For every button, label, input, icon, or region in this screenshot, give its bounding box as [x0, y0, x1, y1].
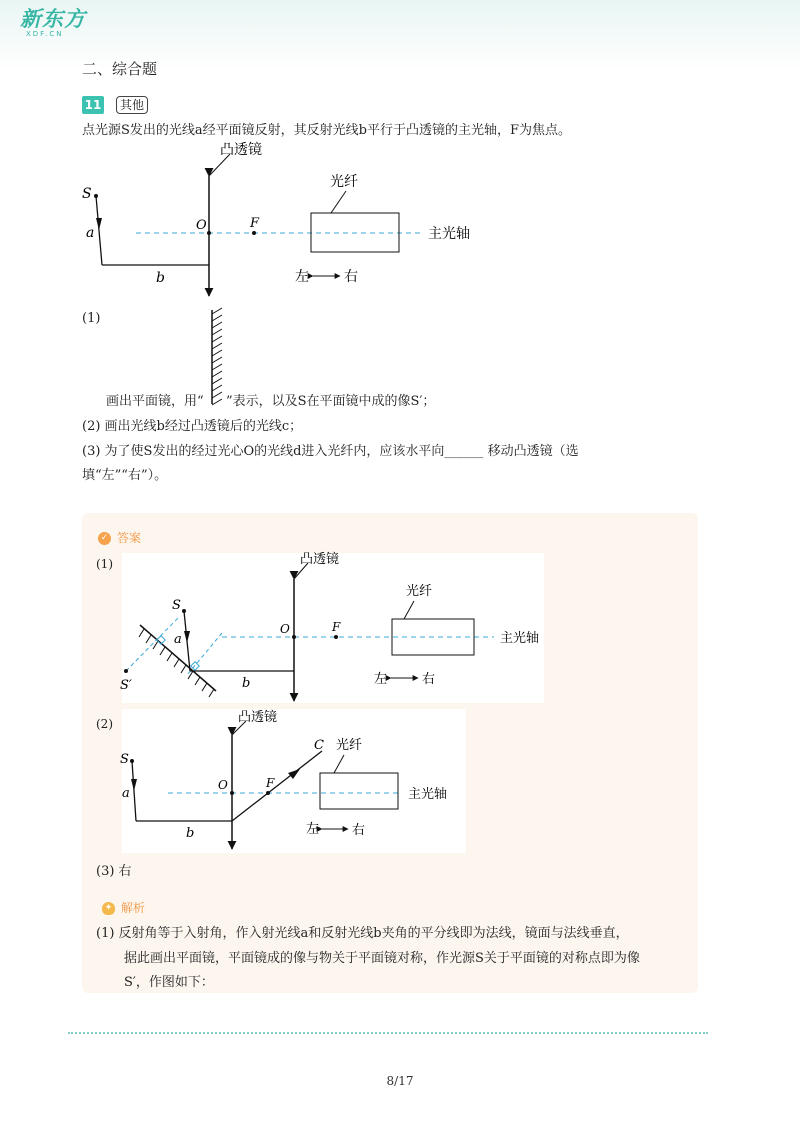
- answer-card: [82, 513, 698, 993]
- part1-text-after: ”表示，以及S在平面镜中成的像S′；: [226, 394, 436, 409]
- fiber-leader: [404, 601, 414, 619]
- answer-figure-2: [122, 709, 466, 853]
- ray-a-label: a: [86, 225, 95, 241]
- lightbulb-icon: ✦: [102, 902, 115, 915]
- answer-header-label: 答案: [117, 531, 142, 545]
- fiber-label: 光纤: [336, 738, 363, 753]
- F-label: F: [332, 620, 341, 634]
- F-dot: [266, 791, 270, 795]
- direction-right: 右: [344, 269, 358, 285]
- ray-a-arrow: [131, 779, 137, 791]
- mirror-symbol: [208, 308, 224, 406]
- question-stem: 点光源S发出的光线a经平面镜反射，其反射光线b平行于凸透镜的主光轴，F为焦点。: [82, 123, 571, 138]
- lens-label: 凸透镜: [220, 142, 262, 158]
- part2-text: (2) 画出光线b经过凸透镜后的光线c；: [82, 419, 303, 434]
- check-icon: ✓: [98, 532, 111, 545]
- optical-center-dot: [207, 231, 211, 235]
- logo-text: 新东方: [20, 7, 86, 31]
- normal-dash: [187, 633, 222, 675]
- ray-b-label: b: [156, 270, 165, 286]
- ray-b-label: b: [186, 826, 195, 841]
- answer-figure-2-svg: [122, 709, 466, 853]
- direction-right: 右: [352, 823, 366, 838]
- fiber-leader: [331, 191, 346, 213]
- O-label: O: [218, 778, 228, 792]
- page-number: 8/17: [386, 1074, 414, 1088]
- answer-header: [98, 529, 141, 546]
- ray-c-arrow: [288, 769, 300, 779]
- part3-text-line2: 填“左”“右”）。: [82, 468, 168, 483]
- axis-label: 主光轴: [428, 226, 470, 242]
- answer-part2-label: (2): [96, 717, 113, 731]
- ray-a-arrow: [184, 631, 190, 643]
- symmetry-dash: [126, 617, 179, 671]
- ray-a-label: a: [122, 786, 130, 801]
- ray-a: [96, 196, 102, 265]
- direction-left: 左: [295, 269, 309, 285]
- ray-b-label: b: [242, 676, 251, 691]
- O-dot: [230, 791, 234, 795]
- S-label: S: [172, 598, 181, 613]
- logo-subtext: XDF.CN: [26, 30, 64, 38]
- ray-a-label: a: [174, 632, 182, 647]
- axis-label: 主光轴: [408, 787, 448, 802]
- part1-label: (1): [82, 311, 101, 326]
- question-diagram: [78, 138, 498, 303]
- O-dot: [292, 635, 296, 639]
- lens-label: 凸透镜: [300, 552, 340, 567]
- ray-a-arrow: [96, 218, 102, 230]
- fiber-box: [320, 773, 398, 809]
- page-divider: [68, 1032, 708, 1034]
- focus-dot: [252, 231, 256, 235]
- F-dot: [334, 635, 338, 639]
- part3-text-line1: (3) 为了使S发出的经过光心O的光线d进入光纤内，应该水平向______ 移动凸透镜（选: [82, 444, 579, 459]
- F-label: F: [266, 776, 275, 790]
- direction-left: 左: [306, 822, 320, 837]
- question-number-badge: 11: [82, 96, 104, 114]
- analysis-header-label: 解析: [121, 901, 146, 915]
- direction-left: 左: [374, 672, 388, 687]
- fiber-label: 光纤: [330, 174, 358, 190]
- answer-part1-label: (1): [96, 557, 113, 571]
- fiber-label: 光纤: [406, 584, 433, 599]
- fiber-leader: [334, 755, 344, 773]
- xdf-logo: [20, 8, 86, 38]
- analysis-line1: (1) 反射角等于入射角，作入射光线a和反射光线b夹角的平分线即为法线，镜面与法线垂直，: [96, 926, 629, 941]
- source-S-label: S: [82, 186, 92, 202]
- analysis-line3: S′，作图如下：: [124, 975, 214, 990]
- ray-c-label: C: [314, 738, 324, 753]
- question-type-tag: 其他: [116, 96, 148, 114]
- answer-figure-1: [122, 553, 544, 703]
- axis-label: 主光轴: [500, 631, 540, 646]
- answer-figure-1-svg: [122, 553, 544, 703]
- focus-label: F: [250, 216, 260, 231]
- analysis-line2: 据此画出平面镜，平面镜成的像与物关于平面镜对称，作光源S关于平面镜的对称点即为像: [124, 951, 640, 966]
- lens-label: 凸透镜: [238, 710, 278, 725]
- analysis-header: [102, 899, 145, 916]
- ray-c: [232, 751, 322, 821]
- direction-right: 右: [422, 672, 436, 687]
- answer-part3: (3) 右: [96, 864, 132, 879]
- section-title: 二、综合题: [82, 60, 158, 78]
- optical-center-label: O: [196, 218, 207, 233]
- O-label: O: [280, 622, 290, 636]
- part1-text-before: 画出平面镜，用“: [106, 394, 204, 409]
- S-label: S: [120, 752, 129, 767]
- S-prime-dot: [124, 669, 128, 673]
- S-prime-label: S′: [120, 678, 132, 693]
